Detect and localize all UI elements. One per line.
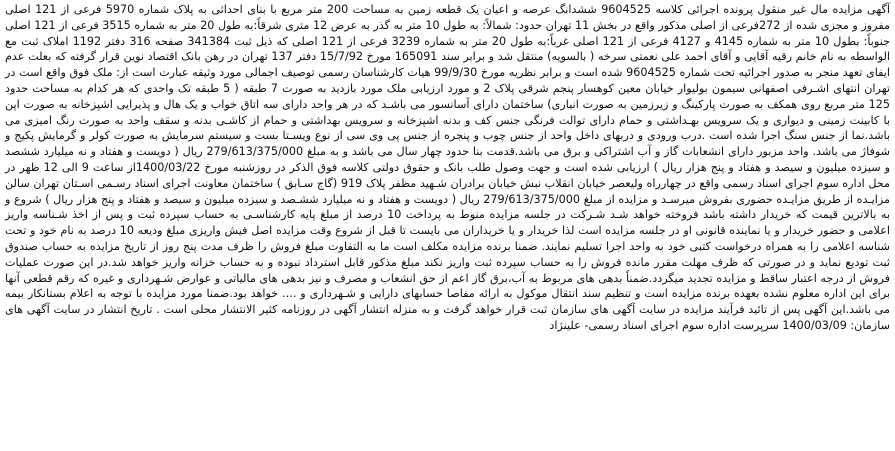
auction-notice-body: آگهی مزایده مال غیر منقول پرونده اجرائی کلاسه 9604525 ششدانگ عرصه و اعیان یک قطعه زمین به مساحت 200 متر مربع با بنای احداثی به پلاک شماره 5970 فرعی از 121 اصلی مفروز و مجزی شده از 272فرعی از اصلی مذکور واقع در بخش 11 تهران حدود: شمالاً: به طول 10 متر به گذر به عرض 12 متری شرقاً:به طول 20 متر به شماره 3515 فرعی از 121 اصلی جنوباً: بطول 10 متر به شماره 4145 و 4127 فرعی از 121 اصلی غرباً:به طول 20 متر به شماره 3239 فرعی از 121 اصلی که ذیل ثبت 341384 صفحه 316 دفتر 1192 املاک ثبت مع الواسطه به نام خانم رقیه آقایی و آقای احمد علی نعمتی سرخه ( بالسویه) منتقل شد و برابر سند 165091 مورخ 15/7/92 دفتر 137 تهران در رهن بانک اقتصاد نوین قرار گرفته که بعلت عدم ایفای تعهد منجر به صدور اجرائیه تحت شماره 9604525 شده است و برابر نظریه مورخ 99/9/30 هیات کارشناسان رسمی توصیف اجمالی مورد وثیقه عبارت است از: ملک فوق واقع است در تهران انتهای اشـرفی اصفهانی سیمون بولیوار خیابان معین کوهسار پنجم شرقی پلاک 2 و مورد ارزیابی ملک مورد بازدید به صورت 7 طبقه ( 5 طبقه تک واحدی که هر کدام به مساحت حدود 125 متر مربع روی همکف به صورت پارکینگ و زیرزمین به صورت انباری) ساختمان دارای آسانسور می باشـد که در هر واحد دارای سه اتاق خواب و یک هال و پذیرایی اشپزخانه به صورت اپن با کابینت زمینی و دیواری و یک سرویس بهـداشتی و حمام دارای توالت فرنگی جنس کف و بدنه اشپزخانه و سرویس بهداشتی و حمام از کاشـی بدنه و سقف واحد به صورت رنگ امیزی می باشد.نما از جنس سنگ اجرا شده است .درب ورودی و دربهای داخل واحد از جنس چوب و پنجره از جنس پی وی سی از نوع ویسـتا بست و سیستم سرمایش به صورت کولر و گرمایش پکیج و شوفاژ می باشد. واحد مزبور دارای انشعابات گاز و آب اشتراکی و برق می باشد.قدمت بنا حدود چهار سال می باشد و به مبلغ 279/613/375/000 ریال ( دویست و هفتاد و نه میلیارد ششصد و سیزده میلیون و سیصد و هفتاد و پنج هزار ریال ) ارزیابی شده است و جهت وصول طلب بانک و حقوق دولتی کلاسه فوق الذکر در روزشنبه مورخ 1400/03/22از ساعت 9 الی 12 ظهر در محل اداره سوم اجرای اسناد رسمی واقع در چهارراه ولیعصر خیابان انقلاب نبش خیابان برادران شـهید مظفر پلاک 919 (گاج سـابق ) ساختمان معاونت اجرای اسناد رسـمی اسـتان تهران سالن مزایـده از طریق مزایـده حضوری بفروش میرسـد و مزایده از مبلغ 279/613/375/000 ریال ( دویست و هفتاد و نه میلیارد ششـصد و سیزده میلیون و سیصد و هفتاد و پنج هزار ریال ) شروع و به بالاترین قیمت که خریدار داشته باشد فروخته خواهد شـد شـرکت در جلسه مزایده منوط به پرداخت 10 درصد از مبلغ پایه کارشناسـی به حساب سپرده ثبت و پس از اخذ شـناسه واریز اعلامی و حضور خریدار و یا نماینده قانونی او در جلسه مزایده است لذا خریدار و یا خریداران می بایست تا قبل از شروع وقت مزایده اصل فیش واریزی مبلغ ودیعه 10 درصد به نام خود و تحت شناسه اعلامی را به همراه درخواست کتبی خود به واحد اجرا تسلیم نمایند. ضمنا برنده مزایده مکلف است ما به التفاوت مبلغ فروش را ظرف مدت پنج روز از تاریخ مزایده به حساب صندوق ثبت تودیع نماید و در صورتی که ظرف مهلت مقرر مانده فروش را به حساب سپرده ثبت واریز نکند مبلغ مذکور قابل استرداد نبوده و به حساب خزانه واریز خواهد شد.در این صورت عملیات فروش از درجه اعتبار ساقط و مزایده تجدید میگردد.ضمناً بدهی های مربوط به آب،برق گاز اعم از حق انشعاب و مصرف و نیز بدهی های مالیاتی و عوارض شـهرداری و غیره که رقم قطعی آنها برای این اداره معلوم نشده بعهده برنده مزایده است و تنظیم سند انتقال موکول به ارائه مفاصا حسابهای دارایی و شـهرداری و .... خواهد بود.ضمنا مورد مزایده با توجه به اعلام بستانکار بیمه می باشد.این آگهی پس از تائید فرآیند مزایده در سایت آگهی های سازمان ثبت قرار خواهد گرفت و به منزله انتشار آگهی در روزنامه کثیر الانتشار محلی است . تاریخ انتشار در سایت آگهی های سازمان: 1400/03/09 سرپرست اداره سوم اجرای اسناد رسمی- علینژاد [5, 3, 891, 332]
